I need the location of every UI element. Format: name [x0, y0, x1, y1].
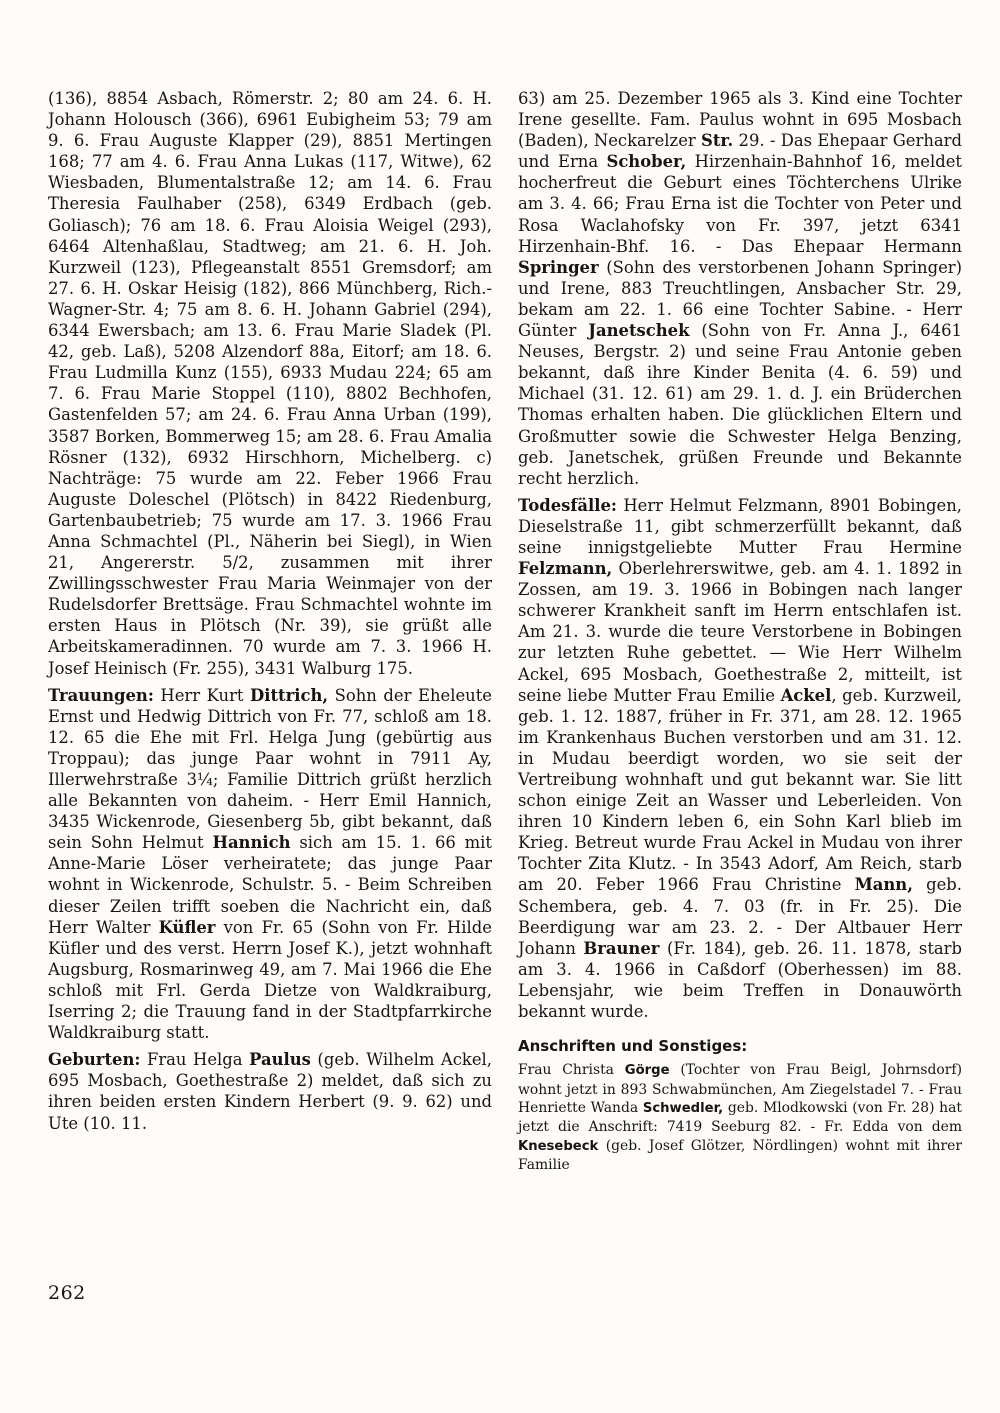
addresses-paragraph: Frau Christa Görge (Tochter von Frau Beigl, Johrnsdorf) wohnt jetzt in 893 Schwabmünchen, Am Ziegelstadel 7. - Frau Henriette Wanda Schwedler, geb. Mlodkowski (von Fr. 28) hat jetzt die Anschrift: 7419 Seeburg 82. - Fr. Edda von dem Knesebeck (geb. Josef Glötzer, Nördlingen) wohnt mit ihrer Familie — [518, 1062, 962, 1174]
page-number: 262 — [48, 1282, 86, 1304]
marriages-paragraph: Trauungen: Herr Kurt Dittrich, Sohn der Eheleute Ernst und Hedwig Dittrich von Fr. 77, schloß am 18. 12. 65 die Ehe mit Frl. Helga Jung (gebürtig aus Troppau); das junge Paar wohnt in 7911 Ay, Illerwehrstraße 3¼; Familie Dittrich grüßt herzlich alle Bekannten von daheim. - Herr Emil Hannich, 3435 Wickenrode, Giesenberg 5b, gibt bekannt, daß sein Sohn Helmut Hannich sich am 15. 1. 66 mit Anne-Marie Löser verheiratete; das junge Paar wohnt in Wickenrode, Schulstr. 5. - Beim Schreiben dieser Zeilen trifft soeben die Nachricht ein, daß Herr Walter Küfler von Fr. 65 (Sohn von Fr. Hilde Küfler und des verst. Herrn Josef K.), jetzt wohnhaft Augsburg, Rosmarinweg 49, am 7. Mai 1966 die Ehe schloß mit Frl. Gerda Dietze von Waldkraiburg, Iserring 2; die Trauung fand in der Stadtpfarrkirche Waldkraiburg statt. — [48, 685, 492, 1043]
left-column — [48, 88, 492, 1181]
birthdays-continuation-paragraph: (136), 8854 Asbach, Römerstr. 2; 80 am 24. 6. H. Johann Holousch (366), 6961 Eubigheim 53; 79 am 9. 6. Frau Auguste Klapper (29), 8851 Mertingen 168; 77 am 4. 6. Frau Anna Lukas (117, Witwe), 62 Wiesbaden, Blumentalstraße 12; am 14. 6. Frau Theresia Faulhaber (258), 6349 Erdbach (geb. Goliasch); 76 am 18. 6. Frau Aloisia Weigel (293), 6464 Altenhaßlau, Stadtweg; am 21. 6. H. Joh. Kurzweil (123), Pflegeanstalt 8551 Gremsdorf; am 27. 6. H. Oskar Heisig (182), 866 Münchberg, Rich.-Wagner-Str. 4; 75 am 8. 6. H. Johann Gabriel (294), 6344 Ewersbach; am 13. 6. Frau Marie Sladek (Pl. 42, geb. Laß), 5208 Alzendorf 88a, Eitorf; am 18. 6. Frau Ludmilla Kunz (155), 6933 Mudau 224; 65 am 7. 6. Frau Marie Stoppel (110), 8802 Bechhofen, Gastenfelden 57; am 24. 6. Frau Anna Urban (199), 3587 Borken, Bommerweg 15; am 28. 6. Frau Amalia Rösner (132), 6932 Hirschhorn, Michelberg. c) Nachträge: 75 wurde am 22. Feber 1966 Frau Auguste Doleschel (Plötsch) in 8422 Riedenburg, Gartenbaubetrieb; 75 wurde am 17. 3. 1966 Frau Anna Schmachtel (Pl., Näherin bei Siegl), in Wien 21, Angererstr. 5/2, zusammen mit ihrer Zwillingsschwester Frau Maria Weinmajer von der Rudelsdorfer Brettsäge. Frau Schmachtel wohnte im ersten Haus in Plötsch (Nr. 39), sie grüßt alle Arbeitskameradinnen. 70 wurde am 7. 3. 1966 H. Josef Heinisch (Fr. 255), 3431 Walburg 175. — [48, 89, 492, 678]
two-column-text-block — [48, 88, 962, 1181]
births-continuation-paragraph: 63) am 25. Dezember 1965 als 3. Kind eine Tochter Irene gesellte. Fam. Paulus wohnt in 695 Mosbach (Baden), Neckarelzer Str. 29. - Das Ehepaar Gerhard und Erna Schober, Hirzenhain-Bahnhof 16, meldet hocherfreut die Geburt eines Töchterchens Ulrike am 3. 4. 66; Frau Erna ist die Tochter von Peter und Rosa Waclahofsky von Fr. 397, jetzt 6341 Hirzenhain-Bhf. 16. - Das Ehepaar Hermann Springer (Sohn des verstorbenen Johann Springer) und Irene, 883 Treuchtlingen, Ansbacher Str. 29, bekam am 22. 1. 66 eine Tochter Sabine. - Herr Günter Janetschek (Sohn von Fr. Anna J., 6461 Neuses, Bergstr. 2) und seine Frau Antonie geben bekannt, daß ihre Kinder Benita (4. 6. 59) und Michael (31. 12. 61) am 29. 1. d. J. ein Brüderchen Thomas erhalten haben. Die glücklichen Eltern und Großmutter sowie die Schwester Helga Benzing, geb. Janetschek, grüßen Freunde und Bekannte recht herzlich. — [518, 89, 963, 488]
right-column — [518, 88, 962, 1181]
births-paragraph: Geburten: Frau Helga Paulus (geb. Wilhelm Ackel, 695 Mosbach, Goethestraße 2) meldet, daß sich zu ihren beiden ersten Kindern Herbert (9. 9. 62) und Ute (10. 11. — [48, 1050, 493, 1133]
addresses-heading: Anschriften und Sonstiges: — [518, 1037, 748, 1056]
deaths-paragraph: Todesfälle: Herr Helmut Felzmann, 8901 Bobingen, Dieselstraße 11, gibt schmerzerfüllt bekannt, daß seine innigstgeliebte Mutter Frau Hermine Felzmann, Oberlehrerswitwe, geb. am 4. 1. 1892 in Zossen, am 19. 3. 1966 in Bobingen nach langer schwerer Krankheit sanft im Herrn entschlafen ist. Am 21. 3. wurde die teure Verstorbene in Bobingen zur letzten Ruhe gebettet. — Wie Herr Wilhelm Ackel, 695 Mosbach, Goethestraße 2, mitteilt, ist seine liebe Mutter Frau Emilie Ackel, geb. Kurzweil, geb. 1. 12. 1887, früher in Fr. 371, am 28. 12. 1965 im Krankenhaus Buchen verstorben und am 31. 12. in Mudau beerdigt worden, wo sie seit der Vertreibung wohnhaft und gut bekannt war. Sie litt schon einige Zeit an Wasser und Leberleiden. Von ihren 10 Kindern leben 6, ein Sohn Karl blieb im Krieg. Betreut wurde Frau Ackel in Mudau von ihrer Tochter Zita Klutz. - In 3543 Adorf, Am Reich, starb am 20. Feber 1966 Frau Christine Mann, geb. Schembera, geb. 4. 7. 03 (fr. in Fr. 25). Die Beerdigung war am 23. 2. - Der Altbauer Herr Johann Brauner (Fr. 184), geb. 26. 11. 1878, starb am 3. 4. 1966 in Caßdorf (Oberhessen) im 88. Lebensjahr, wie beim Treffen in Donauwörth bekannt wurde. — [518, 495, 963, 1022]
